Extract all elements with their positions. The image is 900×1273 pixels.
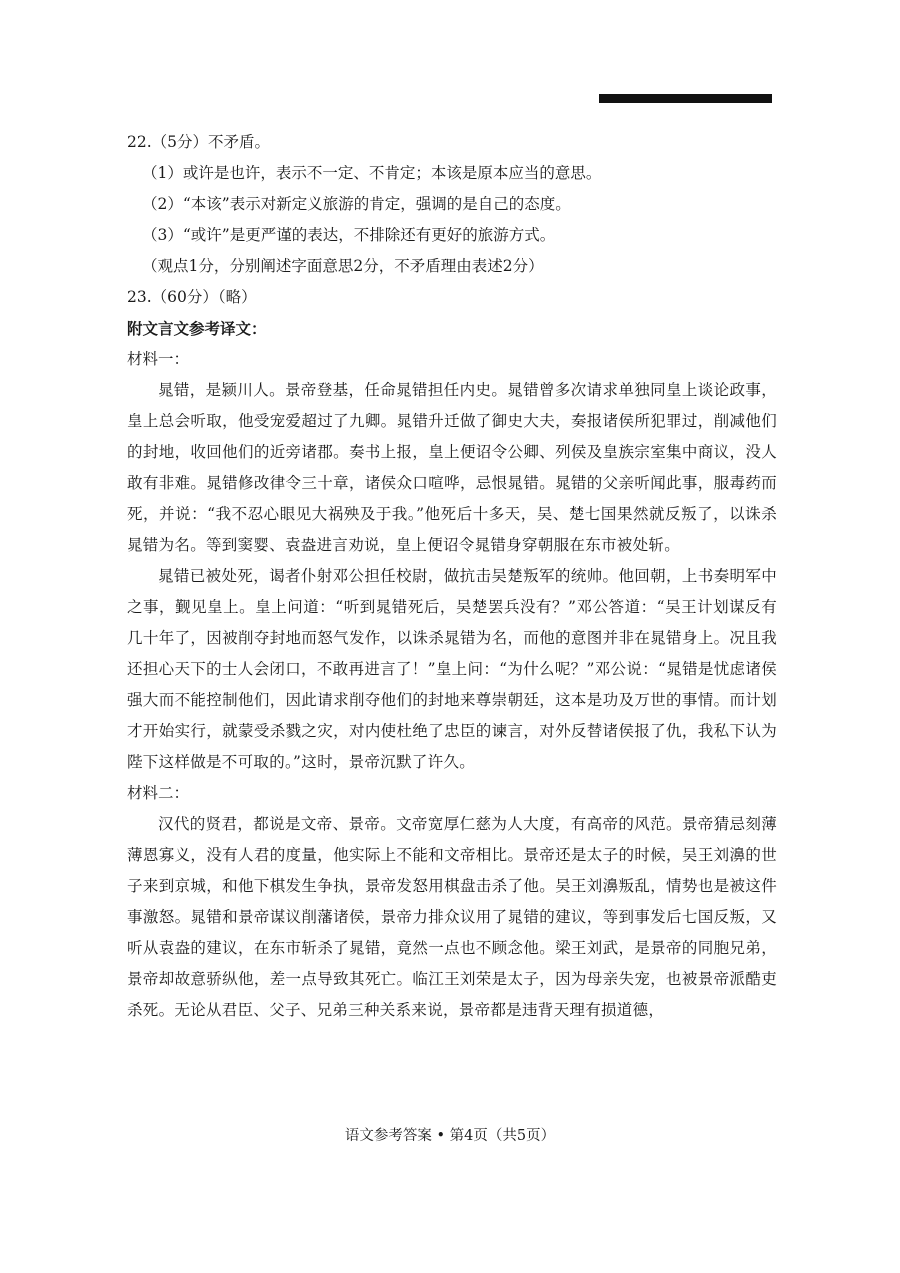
q22-scoring-note: （观点1分，分别阐述字面意思2分，不矛盾理由表述2分） xyxy=(142,257,544,275)
q22-item-3: （3）“或许”是更严谨的表达，不排除还有更好的旅游方式。 xyxy=(142,226,556,244)
page-footer: 语文参考答案 • 第4页（共5页） xyxy=(344,1128,556,1144)
header-bar xyxy=(599,94,772,103)
material-1-paragraph-2: 晁错已被处死，谒者仆射邓公担任校尉，做抗击吴楚叛军的统帅。他回朝，上书奏明军中之事，觐见皇上。皇上问道：“听到晁错死后，吴楚罢兵没有？”邓公答道：“吴王计划谋反有几十年了，因被削夺封地而怒气发作，以诛杀晁错为名，而他的意图并非在晁错身上。况且我还担心天下的士人会闭口，不敢再进言了！”皇上问：“为什么呢？”邓公说：“晁错是忧虑诸侯强大而不能控制他们，因此请求削夺他们的封地来尊崇朝廷，这本是功及万世的事情。而计划才开始实行，就蒙受杀戮之灾，对内使杜绝了忠臣的谏言，对外反替诸侯报了仇，我私下认为陛下这样做是不可取的。”这时，景帝沉默了许久。 xyxy=(127,567,777,771)
q23-heading: 23.（60分）（略） xyxy=(127,288,257,306)
appendix-title: 附文言文参考译文： xyxy=(127,319,267,338)
answer-content xyxy=(127,127,777,1026)
material-1-label: 材料一： xyxy=(127,350,190,368)
q22-heading: 22.（5分）不矛盾。 xyxy=(127,133,271,151)
material-1-paragraph-1: 晁错，是颍川人。景帝登基，任命晁错担任内史。晁错曾多次请求单独同皇上谈论政事，皇上总会听取，他受宠爱超过了九卿。晁错升迁做了御史大夫，奏报诸侯所犯罪过，削减他们的封地，收回他们的近旁诸郡。奏书上报，皇上便诏令公卿、列侯及皇族宗室集中商议，没人敢有非难。晁错修改律令三十章，诸侯众口喧哗，忌恨晁错。晁错的父亲听闻此事，服毒药而死，并说：“我不忍心眼见大祸殃及于我。”他死后十多天，吴、楚七国果然就反叛了，以诛杀晁错为名。等到窦婴、袁盎进言劝说，皇上便诏令晁错身穿朝服在东市被处斩。 xyxy=(127,381,777,554)
material-2-paragraph-1: 汉代的贤君，都说是文帝、景帝。文帝宽厚仁慈为人大度，有高帝的风范。景帝猜忌刻薄薄恩寡义，没有人君的度量，他实际上不能和文帝相比。景帝还是太子的时候，吴王刘濞的世子来到京城，和他下棋发生争执，景帝发怒用棋盘击杀了他。吴王刘濞叛乱，情势也是被这件事激怒。晁错和景帝谋议削藩诸侯，景帝力排众议用了晁错的建议，等到事发后七国反叛，又听从袁盎的建议，在东市斩杀了晁错，竟然一点也不顾念他。梁王刘武，是景帝的同胞兄弟，景帝却故意骄纵他，差一点导致其死亡。临江王刘荣是太子，因为母亲失宠，也被景帝派酷吏杀死。无论从君臣、父子、兄弟三种关系来说，景帝都是违背天理有损道德， xyxy=(127,815,777,1019)
q22-item-2: （2）“本该”表示对新定义旅游的肯定，强调的是自己的态度。 xyxy=(142,195,571,213)
material-2-label: 材料二： xyxy=(127,784,190,802)
q22-item-1: （1）或许是也许，表示不一定、不肯定；本该是原本应当的意思。 xyxy=(142,164,602,182)
